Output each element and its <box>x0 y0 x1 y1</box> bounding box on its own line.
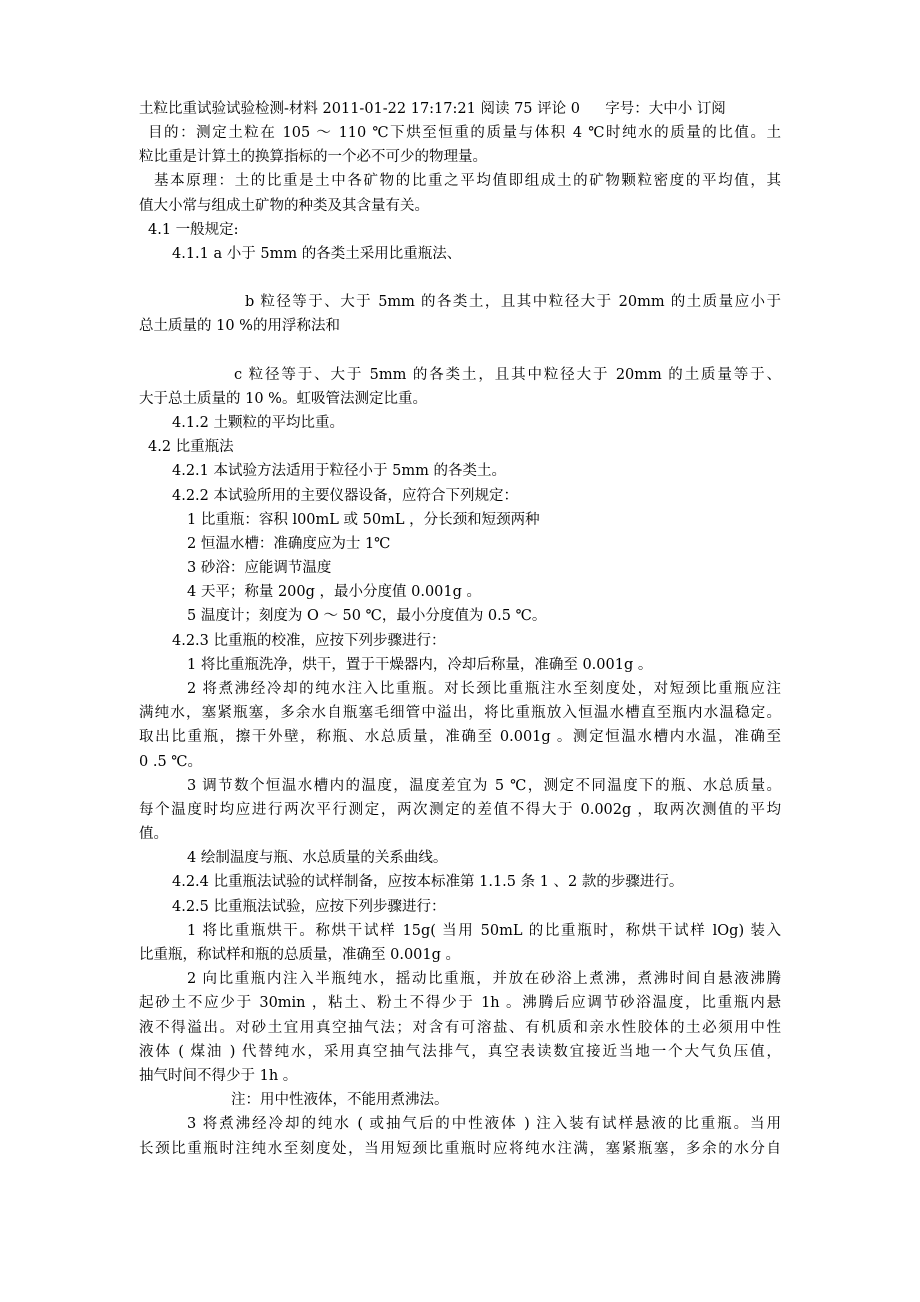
paragraph-line: 4.1.2 土颗粒的平均比重。 <box>172 415 345 431</box>
paragraph-line: 值。 <box>139 826 168 842</box>
paragraph-line: 4.2.1 本试验方法适用于粒径小于 5mm 的各类土。 <box>172 463 506 479</box>
paragraph-line: 4.1.1 a 小于 5mm 的各类土采用比重瓶法、 <box>172 246 462 262</box>
read-count: 75 <box>514 101 538 117</box>
comment-label: 评论 <box>537 101 571 117</box>
list-item: 1 将比重瓶洗净，烘干，置于干燥器内，冷却后称量，准确至 0.001g 。 <box>187 657 653 673</box>
list-item: 2 向比重瓶内注入半瓶纯水，摇动比重瓶，并放在砂浴上煮沸，煮沸时间自悬液沸腾 <box>187 971 781 987</box>
paragraph-line: 比重瓶，称试样和瓶的总质量，准确至 0.001g 。 <box>139 947 461 963</box>
list-item: 5 温度计；刻度为 O ～ 50 ℃，最小分度值为 0.5 ℃。 <box>187 608 547 624</box>
subscribe-link[interactable]: 订阅 <box>696 101 726 117</box>
paragraph-line: 粒比重是计算土的换算指标的一个必不可少的物理量。 <box>139 149 487 165</box>
list-item: 3 调节数个恒温水槽内的温度，温度差宜为 5 ℃，测定不同温度下的瓶、水总质量。 <box>187 778 781 794</box>
paragraph-line: 液体 ( 煤油 ) 代替纯水，采用真空抽气法排气，真空表读数宜接近当地一个大气负压值， <box>139 1044 781 1060</box>
paragraph-line: b 粒径等于、大于 5mm 的各类土，且其中粒径大于 20mm 的土质量应小于 <box>245 294 781 310</box>
paragraph-line: 0 .5 ℃。 <box>139 754 202 770</box>
paragraph-line: 取出比重瓶，擦干外壁，称瓶、水总质量，准确至 0.001g 。测定恒温水槽内水温，准确至 <box>139 729 781 745</box>
paragraph-line: 抽气时间不得少于 1h 。 <box>139 1068 298 1084</box>
article-datetime: 2011-01-22 17:17:21 <box>322 101 481 117</box>
paragraph-line: 满纯水，塞紧瓶塞，多余水自瓶塞毛细管中溢出，将比重瓶放入恒温水槽直至瓶内水温稳定。 <box>139 705 781 721</box>
list-item: 1 比重瓶：容积 l00mL 或 50mL ，分长颈和短颈两种 <box>187 512 540 528</box>
paragraph-line: 大于总土质量的 10 %。虹吸管法测定比重。 <box>139 391 427 407</box>
section-heading: 4.2 比重瓶法 <box>148 439 234 455</box>
list-item: 3 砂浴：应能调节温度 <box>187 560 332 576</box>
list-item: 4 天平；称量 200g ，最小分度值 0.001g 。 <box>187 584 482 600</box>
list-item: 1 将比重瓶烘干。称烘干试样 15g( 当用 50mL 的比重瓶时，称烘干试样 lOg) 装入 <box>187 923 781 939</box>
paragraph-line: 目的：测定土粒在 105 ～ 110 ℃下烘至恒重的质量与体积 4 ℃时纯水的质量的比值。土 <box>148 125 781 141</box>
paragraph-line: 长颈比重瓶时注纯水至刻度处，当用短颈比重瓶时应将纯水注满，塞紧瓶塞，多余的水分自 <box>139 1141 781 1157</box>
note-line: 注：用中性液体，不能用煮沸法。 <box>231 1092 449 1108</box>
comment-count: 0 <box>570 101 585 117</box>
paragraph-line: 4.2.5 比重瓶法试验，应按下列步骤进行： <box>172 899 446 915</box>
paragraph-line: 起砂土不应少于 30min ，粘土、粉土不得少于 1h 。沸腾后应调节砂浴温度，比重瓶内悬 <box>139 995 781 1011</box>
paragraph-line: c 粒径等于、大于 5mm 的各类土，且其中粒径大于 20mm 的土质量等于、 <box>234 367 781 383</box>
list-item: 3 将煮沸经冷却的纯水 ( 或抽气后的中性液体 ) 注入装有试样悬液的比重瓶。当用 <box>187 1116 781 1132</box>
paragraph-line: 基本原理：土的比重是土中各矿物的比重之平均值即组成土的矿物颗粒密度的平均值，其 <box>154 173 781 189</box>
list-item: 2 恒温水槽：准确度应为士 1℃ <box>187 536 391 552</box>
paragraph-line: 每个温度时均应进行两次平行测定，两次测定的差值不得大于 0.002g ，取两次测值的平均 <box>139 802 781 818</box>
section-heading: 4.1 一般规定: <box>148 222 239 238</box>
paragraph-line: 4.2.3 比重瓶的校准，应按下列步骤进行： <box>172 633 446 649</box>
font-size-selector[interactable]: 字号：大中小 <box>605 101 697 117</box>
paragraph-line: 值大小常与组成土矿物的种类及其含量有关。 <box>139 198 429 214</box>
paragraph-line: 4.2.4 比重瓶法试验的试样制备，应按本标准第 1.1.5 条 1 、2 款的步骤进行。 <box>172 874 684 890</box>
paragraph-line: 液不得溢出。对砂土宜用真空抽气法；对含有可溶盐、有机质和亲水性胶体的土必须用中性 <box>139 1020 781 1036</box>
read-label: 阅读 <box>480 101 515 117</box>
list-item: 4 绘制温度与瓶、水总质量的关系曲线。 <box>187 850 448 866</box>
article-title: 土粒比重试验试验检测-材料 <box>139 101 323 117</box>
paragraph-line: 4.2.2 本试验所用的主要仪器设备，应符合下列规定： <box>172 488 519 504</box>
paragraph-line: 总土质量的 10 %的用浮称法和 <box>139 318 340 334</box>
article-header <box>139 99 789 119</box>
list-item: 2 将煮沸经冷却的纯水注入比重瓶。对长颈比重瓶注水至刻度处，对短颈比重瓶应注 <box>187 681 781 697</box>
